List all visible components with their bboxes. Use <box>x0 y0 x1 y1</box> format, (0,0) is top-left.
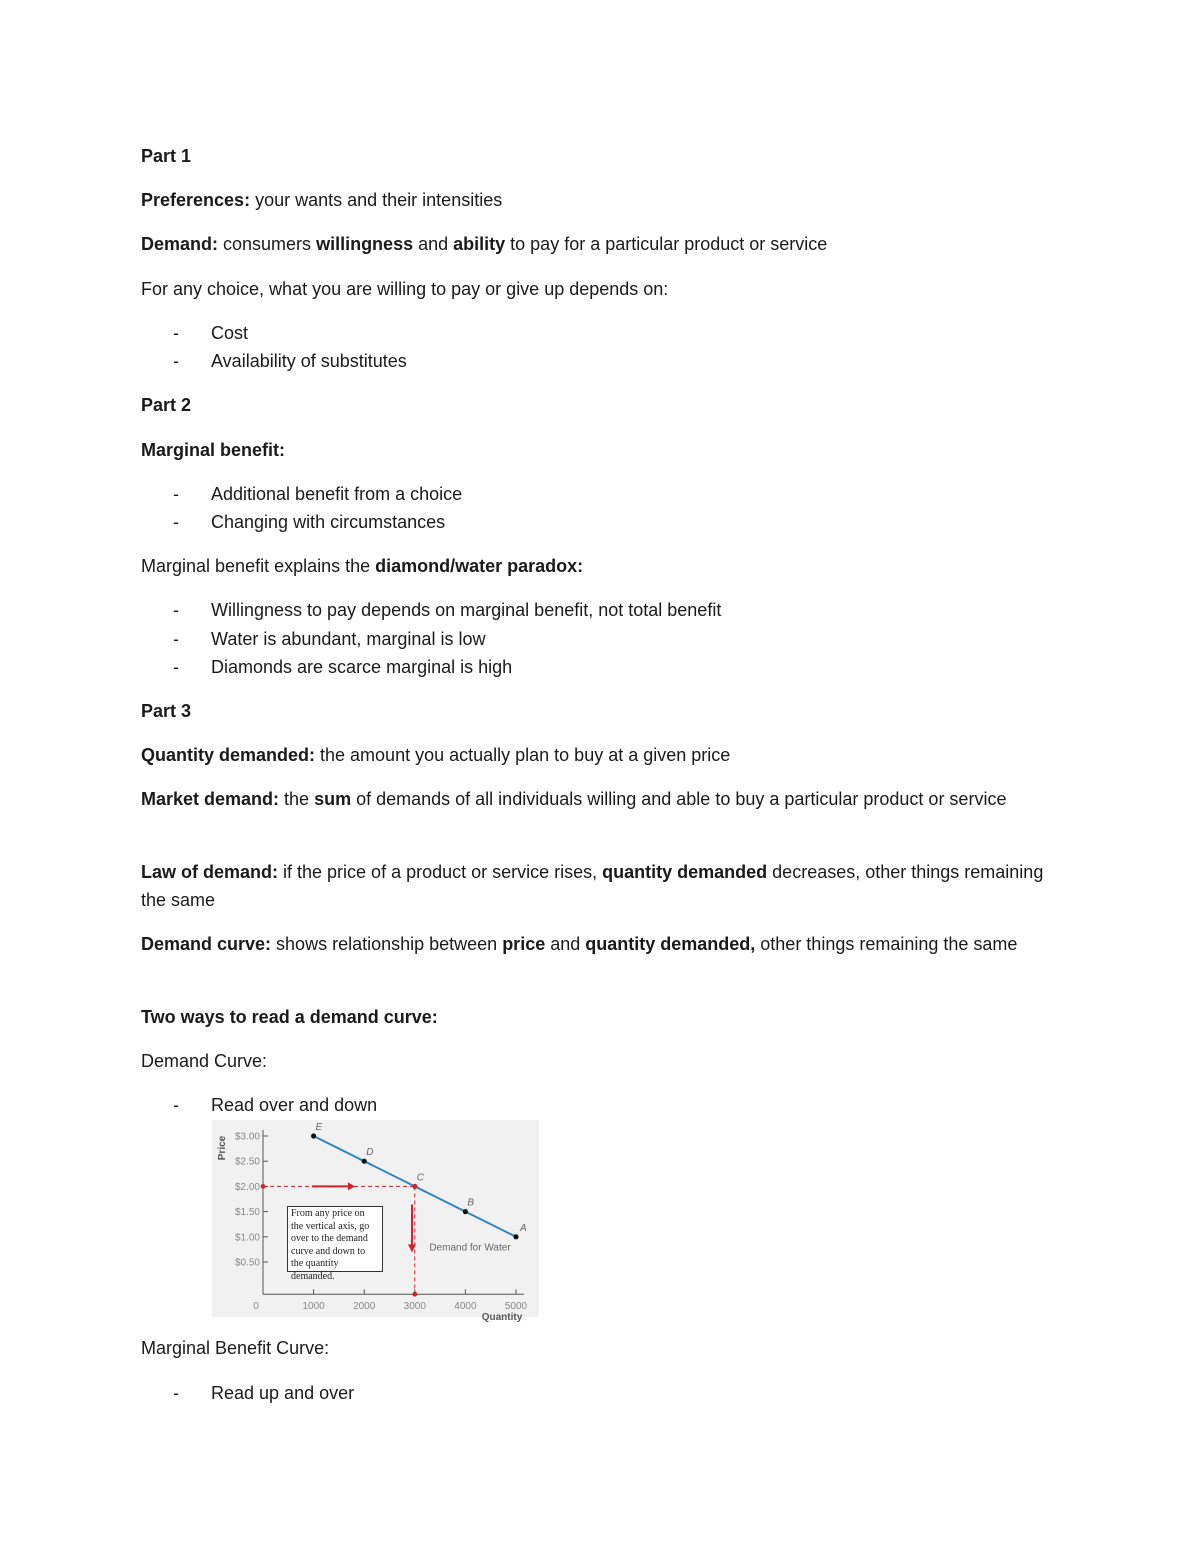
price-axis-marker <box>261 1184 266 1189</box>
demand-point <box>513 1234 518 1239</box>
list-item: Cost <box>211 323 249 343</box>
demand-curve-label: Demand Curve: <box>141 1051 268 1071</box>
paradox-intro: Marginal benefit explains the diamond/water paradox: <box>141 556 584 576</box>
choice-intro: For any choice, what you are willing to pay or give up depends on: <box>141 279 669 299</box>
x-tick-label: 2000 <box>353 1301 376 1313</box>
list-item: Changing with circumstances <box>211 512 446 532</box>
x-tick-label: 0 <box>253 1301 259 1313</box>
list-item: Willingness to pay depends on marginal benefit, not total benefit <box>211 600 722 620</box>
list-item: Water is abundant, marginal is low <box>211 629 486 649</box>
point-label: A <box>520 1222 527 1234</box>
market-demand-line: Market demand: the sum of demands of all individuals willing and able to buy a particular product or service <box>141 789 1007 809</box>
y-tick-label: $3.00 <box>234 1131 260 1143</box>
part3-heading: Part 3 <box>141 701 192 721</box>
x-tick-label: 5000 <box>504 1301 528 1313</box>
demand-line: Demand: consumers willingness and ability to pay for a particular product or service <box>141 234 828 254</box>
y-tick-label: $2.50 <box>234 1156 260 1168</box>
x-tick-label: 3000 <box>403 1301 426 1313</box>
y-tick-label: $2.00 <box>234 1181 260 1193</box>
y-tick-label: $0.50 <box>234 1257 260 1269</box>
demand-curve-line: Demand curve: shows relationship between price and quantity demanded, other things remaining the same <box>141 934 1018 954</box>
list-item: Additional benefit from a choice <box>211 484 463 504</box>
part2-heading: Part 2 <box>141 395 192 415</box>
demand-point <box>311 1133 316 1138</box>
marginal-benefit-heading: Marginal benefit: <box>141 440 286 460</box>
preferences-line: Preferences: your wants and their intensities <box>141 190 503 210</box>
x-axis-label: Quantity <box>481 1312 523 1324</box>
y-axis-label: Price <box>217 1135 228 1161</box>
list-item: Availability of substitutes <box>211 351 407 371</box>
point-label: E <box>315 1122 323 1133</box>
point-label: D <box>366 1147 374 1159</box>
list-item: Read up and over <box>211 1383 355 1403</box>
series-name-label: Demand for Water <box>429 1242 511 1254</box>
bullet-mark: - <box>173 484 179 504</box>
bullet-mark: - <box>173 1383 179 1403</box>
bullet-mark: - <box>173 351 179 371</box>
bullet-mark: - <box>173 657 179 677</box>
y-tick-label: $1.00 <box>234 1232 260 1244</box>
point-label: B <box>467 1197 475 1209</box>
y-tick-label: $1.50 <box>234 1207 260 1219</box>
mb-curve-label: Marginal Benefit Curve: <box>141 1338 330 1358</box>
chart-annotation: From any price on the vertical axis, go over to the demand curve and down to the quantity demanded. <box>287 1206 383 1272</box>
two-ways-heading: Two ways to read a demand curve: <box>141 1007 438 1027</box>
point-label: C <box>416 1172 425 1184</box>
demand-point <box>362 1159 367 1164</box>
bullet-mark: - <box>173 629 179 649</box>
bullet-mark: - <box>173 1095 179 1115</box>
bullet-mark: - <box>173 600 179 620</box>
part1-heading: Part 1 <box>141 146 192 166</box>
bullet-mark: - <box>173 512 179 532</box>
list-item: Read over and down <box>211 1095 378 1115</box>
bullet-mark: - <box>173 323 179 343</box>
x-tick-label: 1000 <box>302 1301 325 1313</box>
demand-point <box>463 1209 468 1214</box>
over-arrow-head <box>348 1182 355 1190</box>
x-tick-label: 4000 <box>454 1301 477 1313</box>
demand-point <box>412 1184 417 1189</box>
law-of-demand-line: Law of demand: if the price of a product or service rises, quantity demanded decreases, other things remaining the same <box>141 862 1044 910</box>
quantity-demanded-line: Quantity demanded: the amount you actually plan to buy at a given price <box>141 745 731 765</box>
list-item: Diamonds are scarce marginal is high <box>211 657 513 677</box>
quantity-axis-marker <box>412 1292 417 1297</box>
